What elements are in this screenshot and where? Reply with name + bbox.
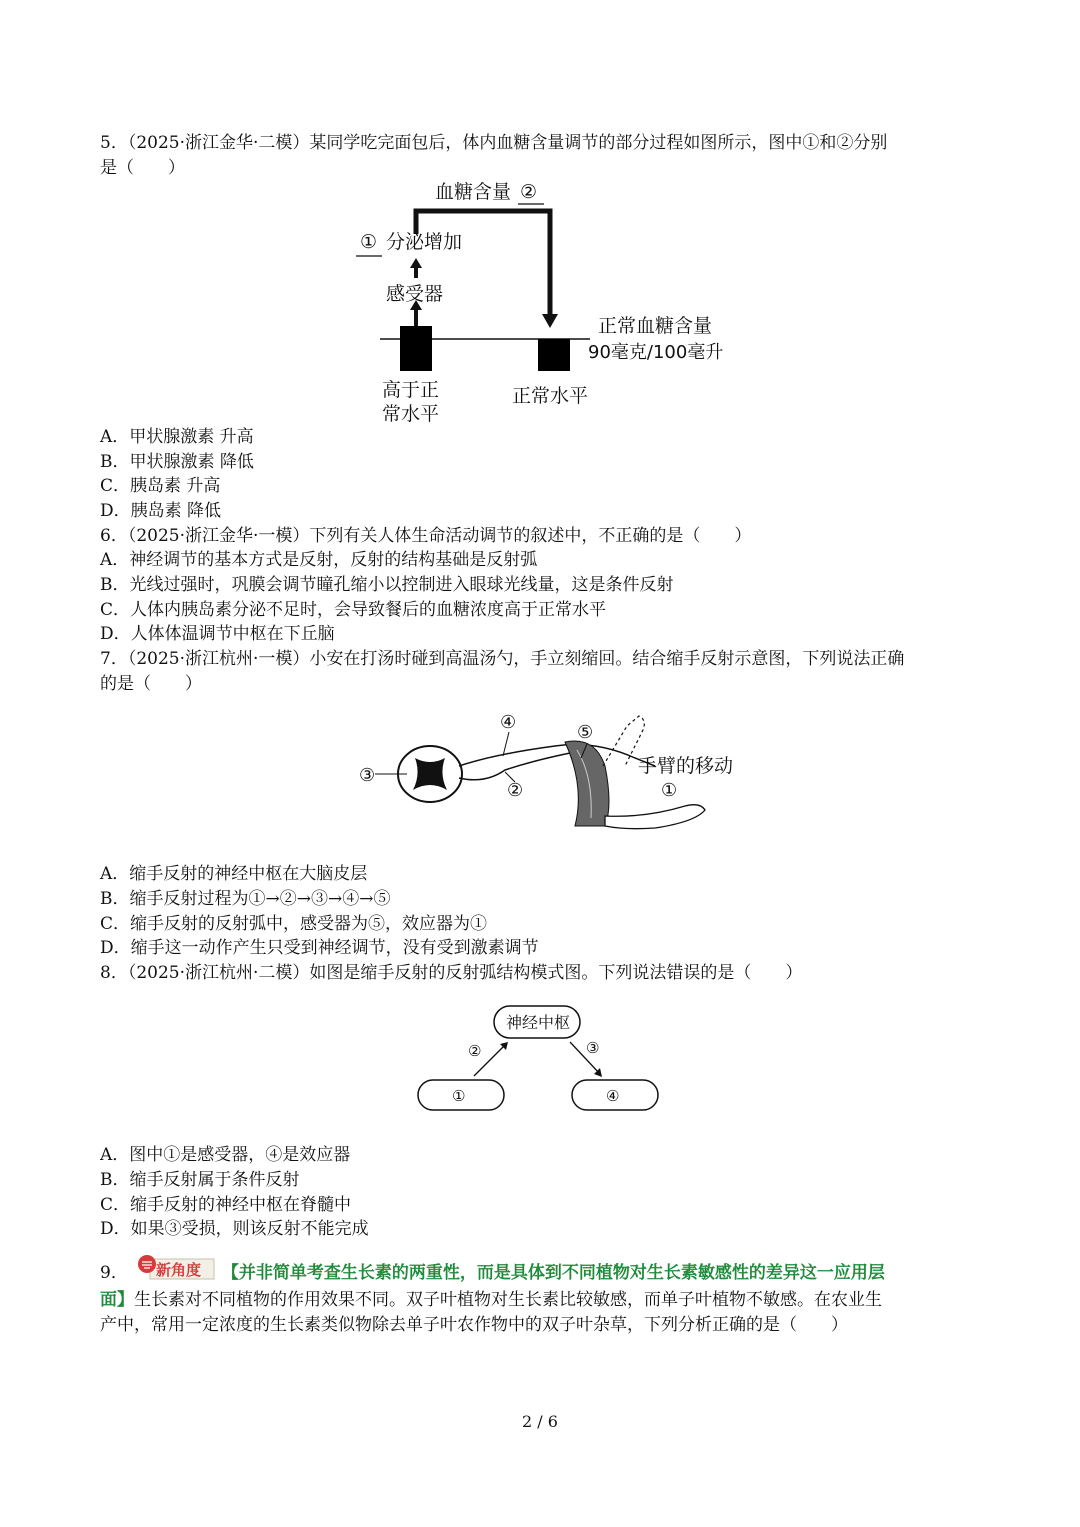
q6-option-a: A．神经调节的基本方式是反射，反射的结构基础是反射弧 bbox=[100, 550, 538, 570]
q5-receptor-label: 感受器 bbox=[386, 283, 444, 305]
q5-high-line1: 高于正 bbox=[382, 379, 440, 401]
q8-n4: ④ bbox=[606, 1087, 620, 1105]
q7-n3: ③ bbox=[359, 765, 376, 786]
q5-option-b: B．甲状腺激素 降低 bbox=[100, 452, 254, 472]
q7-option-c: C．缩手反射的反射弧中，感受器为⑤，效应器为① bbox=[100, 914, 488, 934]
q5-blood-sugar-figure bbox=[350, 176, 740, 426]
q5-normal-label1: 正常血糖含量 bbox=[598, 315, 713, 337]
q5-high-bar bbox=[400, 326, 432, 371]
q8-option-b: B．缩手反射属于条件反射 bbox=[100, 1170, 300, 1190]
q5-secretion-label: 分泌增加 bbox=[386, 231, 463, 253]
q6-option-d: D．人体体温调节中枢在下丘脑 bbox=[100, 624, 335, 644]
q8-n2: ② bbox=[468, 1042, 482, 1060]
q7-arm-label: 手臂的移动 bbox=[638, 755, 734, 777]
q7-n4: ④ bbox=[500, 712, 517, 733]
q7-n5: ⑤ bbox=[577, 722, 594, 743]
q6-option-c: C．人体内胰岛素分泌不足时，会导致餐后的血糖浓度高于正常水平 bbox=[100, 600, 607, 620]
q8-n1: ① bbox=[452, 1087, 466, 1105]
q9-line1 bbox=[100, 1252, 990, 1285]
q7-reflex-figure bbox=[355, 706, 755, 836]
q8-center-label: 神经中枢 bbox=[506, 1013, 571, 1032]
q7-stem-line1: 7．（2025·浙江杭州·一模）小安在打汤时碰到高温汤勺，手立刻缩回。结合缩手反射示意图，下列说法正确 bbox=[100, 649, 905, 669]
q9-line2-rest: 生长素对不同植物的作用效果不同。双子叶植物对生长素比较敏感，而单子叶植物不敏感。在农业生 bbox=[134, 1290, 882, 1310]
q7-stem-line2: 的是（ ） bbox=[100, 674, 202, 694]
q8-reflex-arc-figure bbox=[410, 1000, 670, 1120]
q6-stem: 6．（2025·浙江金华·一模）下列有关人体生命活动调节的叙述中，不正确的是（ ） bbox=[100, 526, 752, 546]
page-number: 2 / 6 bbox=[522, 1412, 558, 1431]
q8-n3: ③ bbox=[586, 1039, 600, 1057]
q7-n1: ① bbox=[661, 780, 678, 801]
q9-line2 bbox=[100, 1288, 990, 1312]
q9-line3: 产中，常用一定浓度的生长素类似物除去单子叶农作物中的双子叶杂草，下列分析正确的是（ ） bbox=[100, 1315, 848, 1335]
q5-stem-line2: 是（ ） bbox=[100, 158, 185, 178]
q5-high-line2: 常水平 bbox=[382, 403, 440, 425]
q8-option-a: A．图中①是感受器，④是效应器 bbox=[100, 1145, 351, 1165]
badge-seal-icon bbox=[138, 1255, 156, 1273]
q5-option-a: A．甲状腺激素 升高 bbox=[100, 427, 254, 447]
q5-stem-line1: 5．（2025·浙江金华·二模）某同学吃完面包后，体内血糖含量调节的部分过程如图所示，图中①和②分别 bbox=[100, 133, 888, 153]
q8-option-d: D．如果③受损，则该反射不能完成 bbox=[100, 1219, 369, 1239]
q5-normal-level: 正常水平 bbox=[512, 385, 589, 407]
badge-label: 新角度 bbox=[155, 1261, 201, 1279]
q8-stem: 8．（2025·浙江杭州·二模）如图是缩手反射的反射弧结构模式图。下列说法错误的是（ ） bbox=[100, 963, 803, 983]
q7-option-a: A．缩手反射的神经中枢在大脑皮层 bbox=[100, 864, 368, 884]
q8-option-c: C．缩手反射的神经中枢在脊髓中 bbox=[100, 1195, 352, 1215]
q9-num: 9． bbox=[100, 1263, 128, 1283]
q9-green-part2: 面】 bbox=[100, 1290, 134, 1310]
q5-normal-label2: 90毫克/100毫升 bbox=[588, 342, 724, 363]
new-angle-badge bbox=[134, 1255, 216, 1281]
q5-top-num: ② bbox=[520, 181, 538, 203]
q9-green-part1: 【并非简单考查生长素的两重性，而是具体到不同植物对生长素敏感性的差异这一应用层 bbox=[221, 1263, 885, 1283]
q5-normal-bar bbox=[538, 339, 570, 371]
q5-secretion-num: ① bbox=[360, 231, 378, 253]
q7-option-d: D．缩手这一动作产生只受到神经调节，没有受到激素调节 bbox=[100, 938, 539, 958]
q5-option-c: C．胰岛素 升高 bbox=[100, 476, 221, 496]
q6-option-b: B．光线过强时，巩膜会调节瞳孔缩小以控制进入眼球光线量，这是条件反射 bbox=[100, 575, 674, 595]
q5-top-label: 血糖含量 bbox=[435, 181, 512, 203]
q5-option-d: D．胰岛素 降低 bbox=[100, 501, 222, 521]
q7-n2: ② bbox=[507, 780, 524, 801]
q7-option-b: B．缩手反射过程为①→②→③→④→⑤ bbox=[100, 889, 391, 909]
